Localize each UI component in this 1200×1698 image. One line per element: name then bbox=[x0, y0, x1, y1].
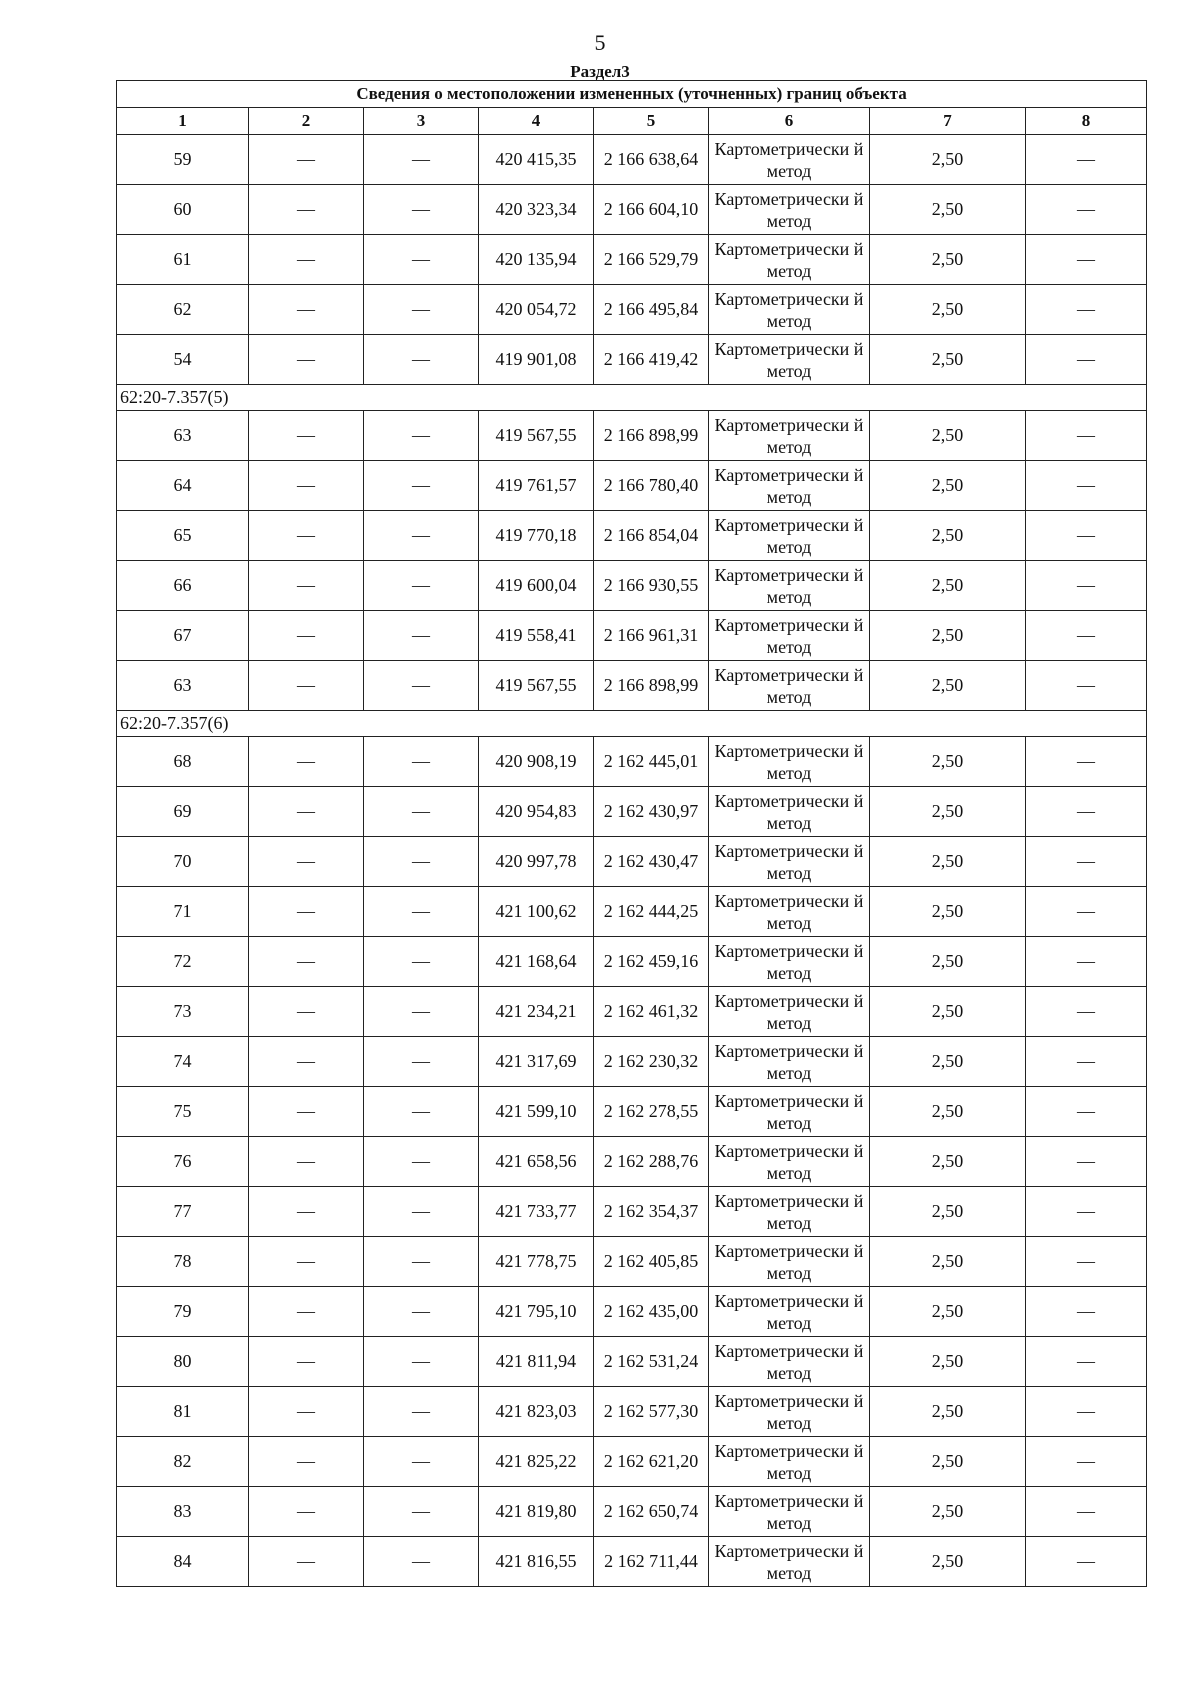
empty-cell: — bbox=[364, 661, 479, 711]
y-coordinate-cell: 2 162 288,76 bbox=[594, 1137, 709, 1187]
x-coordinate-cell: 421 658,56 bbox=[479, 1137, 594, 1187]
empty-cell: — bbox=[1026, 937, 1147, 987]
empty-cell: — bbox=[364, 135, 479, 185]
column-header: 3 bbox=[364, 108, 479, 135]
x-coordinate-cell: 419 901,08 bbox=[479, 335, 594, 385]
empty-cell: — bbox=[1026, 335, 1147, 385]
accuracy-cell: 2,50 bbox=[870, 1187, 1026, 1237]
accuracy-cell: 2,50 bbox=[870, 1237, 1026, 1287]
empty-cell: — bbox=[1026, 461, 1147, 511]
point-number-cell: 78 bbox=[117, 1237, 249, 1287]
method-cell: Картометрически й метод bbox=[709, 837, 870, 887]
point-number-cell: 76 bbox=[117, 1137, 249, 1187]
empty-cell: — bbox=[249, 1287, 364, 1337]
x-coordinate-cell: 421 819,80 bbox=[479, 1487, 594, 1537]
empty-cell: — bbox=[1026, 1037, 1147, 1087]
method-cell: Картометрически й метод bbox=[709, 1087, 870, 1137]
point-number-cell: 70 bbox=[117, 837, 249, 887]
method-cell: Картометрически й метод bbox=[709, 185, 870, 235]
point-number-cell: 63 bbox=[117, 411, 249, 461]
x-coordinate-cell: 421 823,03 bbox=[479, 1387, 594, 1437]
empty-cell: — bbox=[364, 1237, 479, 1287]
empty-cell: — bbox=[249, 561, 364, 611]
x-coordinate-cell: 420 908,19 bbox=[479, 737, 594, 787]
accuracy-cell: 2,50 bbox=[870, 787, 1026, 837]
table-row bbox=[117, 135, 1147, 185]
x-coordinate-cell: 421 599,10 bbox=[479, 1087, 594, 1137]
table-row bbox=[117, 737, 1147, 787]
empty-cell: — bbox=[1026, 1187, 1147, 1237]
table-row bbox=[117, 1537, 1147, 1587]
point-number-cell: 63 bbox=[117, 661, 249, 711]
empty-cell: — bbox=[249, 737, 364, 787]
table-row bbox=[117, 787, 1147, 837]
x-coordinate-cell: 421 168,64 bbox=[479, 937, 594, 987]
empty-cell: — bbox=[1026, 561, 1147, 611]
accuracy-cell: 2,50 bbox=[870, 1287, 1026, 1337]
accuracy-cell: 2,50 bbox=[870, 1387, 1026, 1437]
point-number-cell: 83 bbox=[117, 1487, 249, 1537]
method-cell: Картометрически й метод bbox=[709, 1537, 870, 1587]
x-coordinate-cell: 421 795,10 bbox=[479, 1287, 594, 1337]
point-number-cell: 66 bbox=[117, 561, 249, 611]
empty-cell: — bbox=[1026, 511, 1147, 561]
group-label: 62:20-7.357(5) bbox=[117, 385, 1147, 411]
y-coordinate-cell: 2 166 930,55 bbox=[594, 561, 709, 611]
accuracy-cell: 2,50 bbox=[870, 661, 1026, 711]
y-coordinate-cell: 2 166 780,40 bbox=[594, 461, 709, 511]
point-number-cell: 80 bbox=[117, 1337, 249, 1387]
x-coordinate-cell: 420 135,94 bbox=[479, 235, 594, 285]
empty-cell: — bbox=[1026, 411, 1147, 461]
method-cell: Картометрически й метод bbox=[709, 887, 870, 937]
y-coordinate-cell: 2 166 898,99 bbox=[594, 411, 709, 461]
empty-cell: — bbox=[1026, 1137, 1147, 1187]
table-row bbox=[117, 561, 1147, 611]
y-coordinate-cell: 2 162 435,00 bbox=[594, 1287, 709, 1337]
accuracy-cell: 2,50 bbox=[870, 235, 1026, 285]
point-number-cell: 79 bbox=[117, 1287, 249, 1337]
point-number-cell: 64 bbox=[117, 461, 249, 511]
empty-cell: — bbox=[249, 787, 364, 837]
empty-cell: — bbox=[1026, 135, 1147, 185]
method-cell: Картометрически й метод bbox=[709, 235, 870, 285]
empty-cell: — bbox=[364, 335, 479, 385]
y-coordinate-cell: 2 166 529,79 bbox=[594, 235, 709, 285]
accuracy-cell: 2,50 bbox=[870, 135, 1026, 185]
point-number-cell: 59 bbox=[117, 135, 249, 185]
method-cell: Картометрически й метод bbox=[709, 1437, 870, 1487]
accuracy-cell: 2,50 bbox=[870, 511, 1026, 561]
table-title: Сведения о местоположении измененных (уточненных) границ объекта bbox=[117, 81, 1147, 108]
method-cell: Картометрически й метод bbox=[709, 1387, 870, 1437]
point-number-cell: 60 bbox=[117, 185, 249, 235]
x-coordinate-cell: 420 323,34 bbox=[479, 185, 594, 235]
y-coordinate-cell: 2 162 445,01 bbox=[594, 737, 709, 787]
empty-cell: — bbox=[249, 611, 364, 661]
y-coordinate-cell: 2 162 577,30 bbox=[594, 1387, 709, 1437]
empty-cell: — bbox=[364, 987, 479, 1037]
column-header: 1 bbox=[117, 108, 249, 135]
empty-cell: — bbox=[364, 1287, 479, 1337]
x-coordinate-cell: 421 100,62 bbox=[479, 887, 594, 937]
y-coordinate-cell: 2 166 604,10 bbox=[594, 185, 709, 235]
empty-cell: — bbox=[1026, 611, 1147, 661]
empty-cell: — bbox=[249, 1537, 364, 1587]
accuracy-cell: 2,50 bbox=[870, 461, 1026, 511]
x-coordinate-cell: 419 567,55 bbox=[479, 411, 594, 461]
table-row bbox=[117, 1187, 1147, 1237]
table-row bbox=[117, 937, 1147, 987]
accuracy-cell: 2,50 bbox=[870, 1537, 1026, 1587]
method-cell: Картометрически й метод bbox=[709, 1137, 870, 1187]
empty-cell: — bbox=[249, 1187, 364, 1237]
accuracy-cell: 2,50 bbox=[870, 987, 1026, 1037]
table-row bbox=[117, 987, 1147, 1037]
method-cell: Картометрически й метод bbox=[709, 335, 870, 385]
accuracy-cell: 2,50 bbox=[870, 411, 1026, 461]
empty-cell: — bbox=[249, 1087, 364, 1137]
empty-cell: — bbox=[249, 987, 364, 1037]
empty-cell: — bbox=[249, 135, 364, 185]
table-row bbox=[117, 335, 1147, 385]
y-coordinate-cell: 2 162 444,25 bbox=[594, 887, 709, 937]
y-coordinate-cell: 2 162 354,37 bbox=[594, 1187, 709, 1237]
x-coordinate-cell: 421 811,94 bbox=[479, 1337, 594, 1387]
accuracy-cell: 2,50 bbox=[870, 837, 1026, 887]
y-coordinate-cell: 2 162 711,44 bbox=[594, 1537, 709, 1587]
y-coordinate-cell: 2 166 961,31 bbox=[594, 611, 709, 661]
method-cell: Картометрически й метод bbox=[709, 1487, 870, 1537]
empty-cell: — bbox=[1026, 837, 1147, 887]
point-number-cell: 84 bbox=[117, 1537, 249, 1587]
x-coordinate-cell: 419 761,57 bbox=[479, 461, 594, 511]
method-cell: Картометрически й метод bbox=[709, 285, 870, 335]
y-coordinate-cell: 2 166 495,84 bbox=[594, 285, 709, 335]
y-coordinate-cell: 2 162 461,32 bbox=[594, 987, 709, 1037]
empty-cell: — bbox=[1026, 235, 1147, 285]
empty-cell: — bbox=[249, 1237, 364, 1287]
empty-cell: — bbox=[364, 1487, 479, 1537]
column-header: 7 bbox=[870, 108, 1026, 135]
page-number: 5 bbox=[594, 30, 606, 55]
x-coordinate-cell: 419 600,04 bbox=[479, 561, 594, 611]
method-cell: Картометрически й метод bbox=[709, 661, 870, 711]
table-row bbox=[117, 461, 1147, 511]
empty-cell: — bbox=[1026, 1237, 1147, 1287]
empty-cell: — bbox=[249, 1037, 364, 1087]
table-row bbox=[117, 1287, 1147, 1337]
empty-cell: — bbox=[1026, 987, 1147, 1037]
empty-cell: — bbox=[364, 1437, 479, 1487]
empty-cell: — bbox=[249, 837, 364, 887]
empty-cell: — bbox=[249, 411, 364, 461]
empty-cell: — bbox=[249, 511, 364, 561]
empty-cell: — bbox=[364, 1537, 479, 1587]
x-coordinate-cell: 420 054,72 bbox=[479, 285, 594, 335]
table-row bbox=[117, 185, 1147, 235]
accuracy-cell: 2,50 bbox=[870, 185, 1026, 235]
x-coordinate-cell: 420 415,35 bbox=[479, 135, 594, 185]
empty-cell: — bbox=[249, 937, 364, 987]
empty-cell: — bbox=[364, 737, 479, 787]
empty-cell: — bbox=[364, 787, 479, 837]
table-row bbox=[117, 661, 1147, 711]
empty-cell: — bbox=[364, 185, 479, 235]
column-header: 2 bbox=[249, 108, 364, 135]
empty-cell: — bbox=[364, 1137, 479, 1187]
column-header: 6 bbox=[709, 108, 870, 135]
method-cell: Картометрически й метод bbox=[709, 987, 870, 1037]
empty-cell: — bbox=[364, 937, 479, 987]
accuracy-cell: 2,50 bbox=[870, 285, 1026, 335]
empty-cell: — bbox=[249, 661, 364, 711]
accuracy-cell: 2,50 bbox=[870, 1137, 1026, 1187]
group-row bbox=[117, 711, 1147, 737]
empty-cell: — bbox=[1026, 1087, 1147, 1137]
accuracy-cell: 2,50 bbox=[870, 1087, 1026, 1137]
empty-cell: — bbox=[1026, 1437, 1147, 1487]
accuracy-cell: 2,50 bbox=[870, 611, 1026, 661]
empty-cell: — bbox=[249, 185, 364, 235]
table-row bbox=[117, 837, 1147, 887]
point-number-cell: 74 bbox=[117, 1037, 249, 1087]
accuracy-cell: 2,50 bbox=[870, 1337, 1026, 1387]
empty-cell: — bbox=[249, 887, 364, 937]
column-header: 4 bbox=[479, 108, 594, 135]
empty-cell: — bbox=[364, 235, 479, 285]
point-number-cell: 68 bbox=[117, 737, 249, 787]
accuracy-cell: 2,50 bbox=[870, 737, 1026, 787]
empty-cell: — bbox=[1026, 1387, 1147, 1437]
point-number-cell: 77 bbox=[117, 1187, 249, 1237]
point-number-cell: 65 bbox=[117, 511, 249, 561]
point-number-cell: 75 bbox=[117, 1087, 249, 1137]
method-cell: Картометрически й метод bbox=[709, 937, 870, 987]
table-row bbox=[117, 1137, 1147, 1187]
empty-cell: — bbox=[249, 1387, 364, 1437]
empty-cell: — bbox=[249, 335, 364, 385]
y-coordinate-cell: 2 162 650,74 bbox=[594, 1487, 709, 1537]
point-number-cell: 72 bbox=[117, 937, 249, 987]
table-row bbox=[117, 1087, 1147, 1137]
method-cell: Картометрически й метод bbox=[709, 787, 870, 837]
column-header: 5 bbox=[594, 108, 709, 135]
y-coordinate-cell: 2 162 430,47 bbox=[594, 837, 709, 887]
point-number-cell: 61 bbox=[117, 235, 249, 285]
x-coordinate-cell: 421 825,22 bbox=[479, 1437, 594, 1487]
empty-cell: — bbox=[1026, 1487, 1147, 1537]
point-number-cell: 71 bbox=[117, 887, 249, 937]
x-coordinate-cell: 420 997,78 bbox=[479, 837, 594, 887]
point-number-cell: 62 bbox=[117, 285, 249, 335]
empty-cell: — bbox=[1026, 1337, 1147, 1387]
method-cell: Картометрически й метод bbox=[709, 511, 870, 561]
group-row bbox=[117, 385, 1147, 411]
method-cell: Картометрически й метод bbox=[709, 1037, 870, 1087]
y-coordinate-cell: 2 162 531,24 bbox=[594, 1337, 709, 1387]
y-coordinate-cell: 2 166 854,04 bbox=[594, 511, 709, 561]
x-coordinate-cell: 421 778,75 bbox=[479, 1237, 594, 1287]
method-cell: Картометрически й метод bbox=[709, 737, 870, 787]
empty-cell: — bbox=[1026, 285, 1147, 335]
accuracy-cell: 2,50 bbox=[870, 1037, 1026, 1087]
table-row bbox=[117, 1237, 1147, 1287]
accuracy-cell: 2,50 bbox=[870, 335, 1026, 385]
column-header: 8 bbox=[1026, 108, 1147, 135]
empty-cell: — bbox=[364, 1087, 479, 1137]
table-row bbox=[117, 611, 1147, 661]
x-coordinate-cell: 421 317,69 bbox=[479, 1037, 594, 1087]
empty-cell: — bbox=[364, 1337, 479, 1387]
point-number-cell: 82 bbox=[117, 1437, 249, 1487]
x-coordinate-cell: 421 733,77 bbox=[479, 1187, 594, 1237]
empty-cell: — bbox=[249, 1437, 364, 1487]
method-cell: Картометрически й метод bbox=[709, 1187, 870, 1237]
empty-cell: — bbox=[364, 461, 479, 511]
empty-cell: — bbox=[1026, 887, 1147, 937]
empty-cell: — bbox=[249, 1337, 364, 1387]
empty-cell: — bbox=[249, 1137, 364, 1187]
method-cell: Картометрически й метод bbox=[709, 611, 870, 661]
accuracy-cell: 2,50 bbox=[870, 1487, 1026, 1537]
empty-cell: — bbox=[364, 511, 479, 561]
y-coordinate-cell: 2 166 898,99 bbox=[594, 661, 709, 711]
empty-cell: — bbox=[1026, 1287, 1147, 1337]
empty-cell: — bbox=[364, 411, 479, 461]
table-row bbox=[117, 235, 1147, 285]
y-coordinate-cell: 2 162 459,16 bbox=[594, 937, 709, 987]
x-coordinate-cell: 421 816,55 bbox=[479, 1537, 594, 1587]
x-coordinate-cell: 419 558,41 bbox=[479, 611, 594, 661]
empty-cell: — bbox=[1026, 661, 1147, 711]
accuracy-cell: 2,50 bbox=[870, 937, 1026, 987]
y-coordinate-cell: 2 162 621,20 bbox=[594, 1437, 709, 1487]
empty-cell: — bbox=[364, 1187, 479, 1237]
empty-cell: — bbox=[364, 887, 479, 937]
y-coordinate-cell: 2 166 419,42 bbox=[594, 335, 709, 385]
y-coordinate-cell: 2 162 230,32 bbox=[594, 1037, 709, 1087]
table-row bbox=[117, 511, 1147, 561]
empty-cell: — bbox=[249, 285, 364, 335]
point-number-cell: 67 bbox=[117, 611, 249, 661]
table-row bbox=[117, 1387, 1147, 1437]
table-row bbox=[117, 1337, 1147, 1387]
table-row bbox=[117, 1037, 1147, 1087]
method-cell: Картометрически й метод bbox=[709, 135, 870, 185]
section-label: Раздел3 bbox=[570, 62, 630, 81]
empty-cell: — bbox=[364, 285, 479, 335]
point-number-cell: 69 bbox=[117, 787, 249, 837]
x-coordinate-cell: 419 770,18 bbox=[479, 511, 594, 561]
method-cell: Картометрически й метод bbox=[709, 1287, 870, 1337]
accuracy-cell: 2,50 bbox=[870, 561, 1026, 611]
accuracy-cell: 2,50 bbox=[870, 887, 1026, 937]
x-coordinate-cell: 419 567,55 bbox=[479, 661, 594, 711]
method-cell: Картометрически й метод bbox=[709, 561, 870, 611]
empty-cell: — bbox=[364, 1037, 479, 1087]
method-cell: Картометрически й метод bbox=[709, 461, 870, 511]
empty-cell: — bbox=[249, 461, 364, 511]
y-coordinate-cell: 2 166 638,64 bbox=[594, 135, 709, 185]
method-cell: Картометрически й метод bbox=[709, 411, 870, 461]
empty-cell: — bbox=[249, 1487, 364, 1537]
y-coordinate-cell: 2 162 278,55 bbox=[594, 1087, 709, 1137]
empty-cell: — bbox=[1026, 787, 1147, 837]
empty-cell: — bbox=[249, 235, 364, 285]
x-coordinate-cell: 421 234,21 bbox=[479, 987, 594, 1037]
method-cell: Картометрически й метод bbox=[709, 1237, 870, 1287]
point-number-cell: 73 bbox=[117, 987, 249, 1037]
empty-cell: — bbox=[364, 611, 479, 661]
boundary-table bbox=[116, 80, 1147, 1587]
empty-cell: — bbox=[364, 837, 479, 887]
x-coordinate-cell: 420 954,83 bbox=[479, 787, 594, 837]
group-label: 62:20-7.357(6) bbox=[117, 711, 1147, 737]
table-row bbox=[117, 1437, 1147, 1487]
table-body bbox=[117, 135, 1147, 1587]
method-cell: Картометрически й метод bbox=[709, 1337, 870, 1387]
empty-cell: — bbox=[364, 1387, 479, 1437]
empty-cell: — bbox=[1026, 1537, 1147, 1587]
table-row bbox=[117, 1487, 1147, 1537]
point-number-cell: 54 bbox=[117, 335, 249, 385]
y-coordinate-cell: 2 162 430,97 bbox=[594, 787, 709, 837]
empty-cell: — bbox=[364, 561, 479, 611]
y-coordinate-cell: 2 162 405,85 bbox=[594, 1237, 709, 1287]
table-row bbox=[117, 285, 1147, 335]
empty-cell: — bbox=[1026, 737, 1147, 787]
table-row bbox=[117, 411, 1147, 461]
table-row bbox=[117, 887, 1147, 937]
point-number-cell: 81 bbox=[117, 1387, 249, 1437]
accuracy-cell: 2,50 bbox=[870, 1437, 1026, 1487]
empty-cell: — bbox=[1026, 185, 1147, 235]
